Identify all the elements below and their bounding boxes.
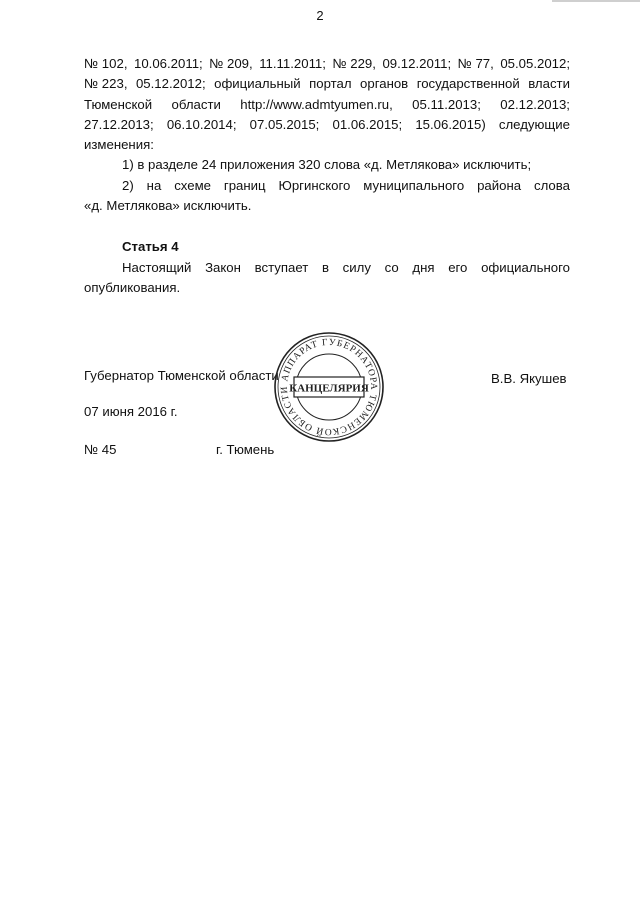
svg-text:АППАРАТ ГУБЕРНАТОРА ТЮМЕНСКОЙ: АППАРАТ ГУБЕРНАТОРА ТЮМЕНСКОЙ ОБЛАСТИ [279,337,379,437]
amendment-token: 11.11.2011; [259,56,326,71]
article-token: его [448,259,468,275]
governor-name: В.В. Якушев [491,371,567,386]
amendment-token: 07.05.2015; [249,116,320,132]
amendment-token: № 229, [332,56,376,71]
amendment-token: № 77, [457,56,494,71]
item-2-token: района [477,177,522,193]
item-2-token: границ [223,177,266,193]
article-token: Настоящий [122,259,192,275]
governor-title: Губернатор Тюменской области [84,368,279,383]
amendment-token: № 102, [84,56,128,71]
item-2-last-line: «д. Метлякова» исключить. [84,198,252,214]
amendments-line-2 [84,74,570,94]
amendment-token: № 209, [209,56,253,71]
item-2-token: муниципального [363,177,465,193]
amendment-token: 05.12.2012; [135,76,206,92]
article-token: силу [342,259,371,275]
law-number: № 45 [84,442,117,457]
amendments-line-3 [84,95,570,115]
item-2-token: слова [534,177,570,193]
amendment-token: официальный [214,76,301,92]
article-token: вступает [254,259,309,275]
svg-text:КАНЦЕЛЯРИЯ: КАНЦЕЛЯРИЯ [289,382,369,395]
amendment-token: 10.06.2011; [134,56,203,71]
amendment-token: 27.12.2013; [84,116,154,132]
amendment-token: Тюменской [84,96,153,112]
article-token: дня [412,259,435,275]
amendments-line-4 [84,115,570,135]
amendments-last-line: изменения: [84,137,154,153]
item-2-token: 2) [122,177,134,193]
amendment-token: 09.12.2011; [382,56,452,71]
amendment-token: следующие [498,116,570,132]
article-last-line: опубликования. [84,279,181,295]
amendment-token: 06.10.2014; [166,116,237,132]
official-stamp [272,330,386,444]
article-token: в [321,259,329,275]
item-2-line-1 [84,176,570,196]
amendments-line-5 [84,135,570,155]
amendment-token: 01.06.2015; [332,116,403,132]
page-number: 2 [316,8,324,23]
article-line-1 [84,258,570,278]
signing-date: 07 июня 2016 г. [84,404,178,419]
item-2-token: Юргинского [278,177,351,193]
item-2-line-2 [84,196,570,216]
item-2-token: схеме [174,177,211,193]
signing-city: г. Тюмень [216,442,275,457]
article-line-2 [84,278,570,298]
amendment-token: № 223, [84,76,128,92]
item-1 [84,155,570,175]
amendments-line-1 [84,54,570,74]
top-edge-line [552,0,640,2]
document-body [84,54,570,298]
amendment-token: области [171,96,221,112]
item-2-token: на [146,177,162,193]
article-token: официального [481,259,570,275]
portal-url: http://www.admtyumen.ru, [240,96,393,112]
stamp-seal [272,330,386,444]
amendment-token: государственной [416,76,520,92]
item-1-text: 1) в разделе 24 приложения 320 слова «д. Метлякова» исключить; [122,157,532,173]
amendment-token: портал [309,76,352,92]
article-heading: Статья 4 [122,239,179,255]
amendment-token: 05.05.2012; [500,56,570,71]
amendment-token: 05.11.2013; [412,96,481,112]
amendment-token: власти [528,76,570,92]
article-token: со [384,259,399,275]
amendment-token: 15.06.2015) [415,116,486,132]
amendment-token: 02.12.2013; [500,96,570,112]
article-token: Закон [205,259,241,275]
amendment-token: органов [360,76,409,92]
